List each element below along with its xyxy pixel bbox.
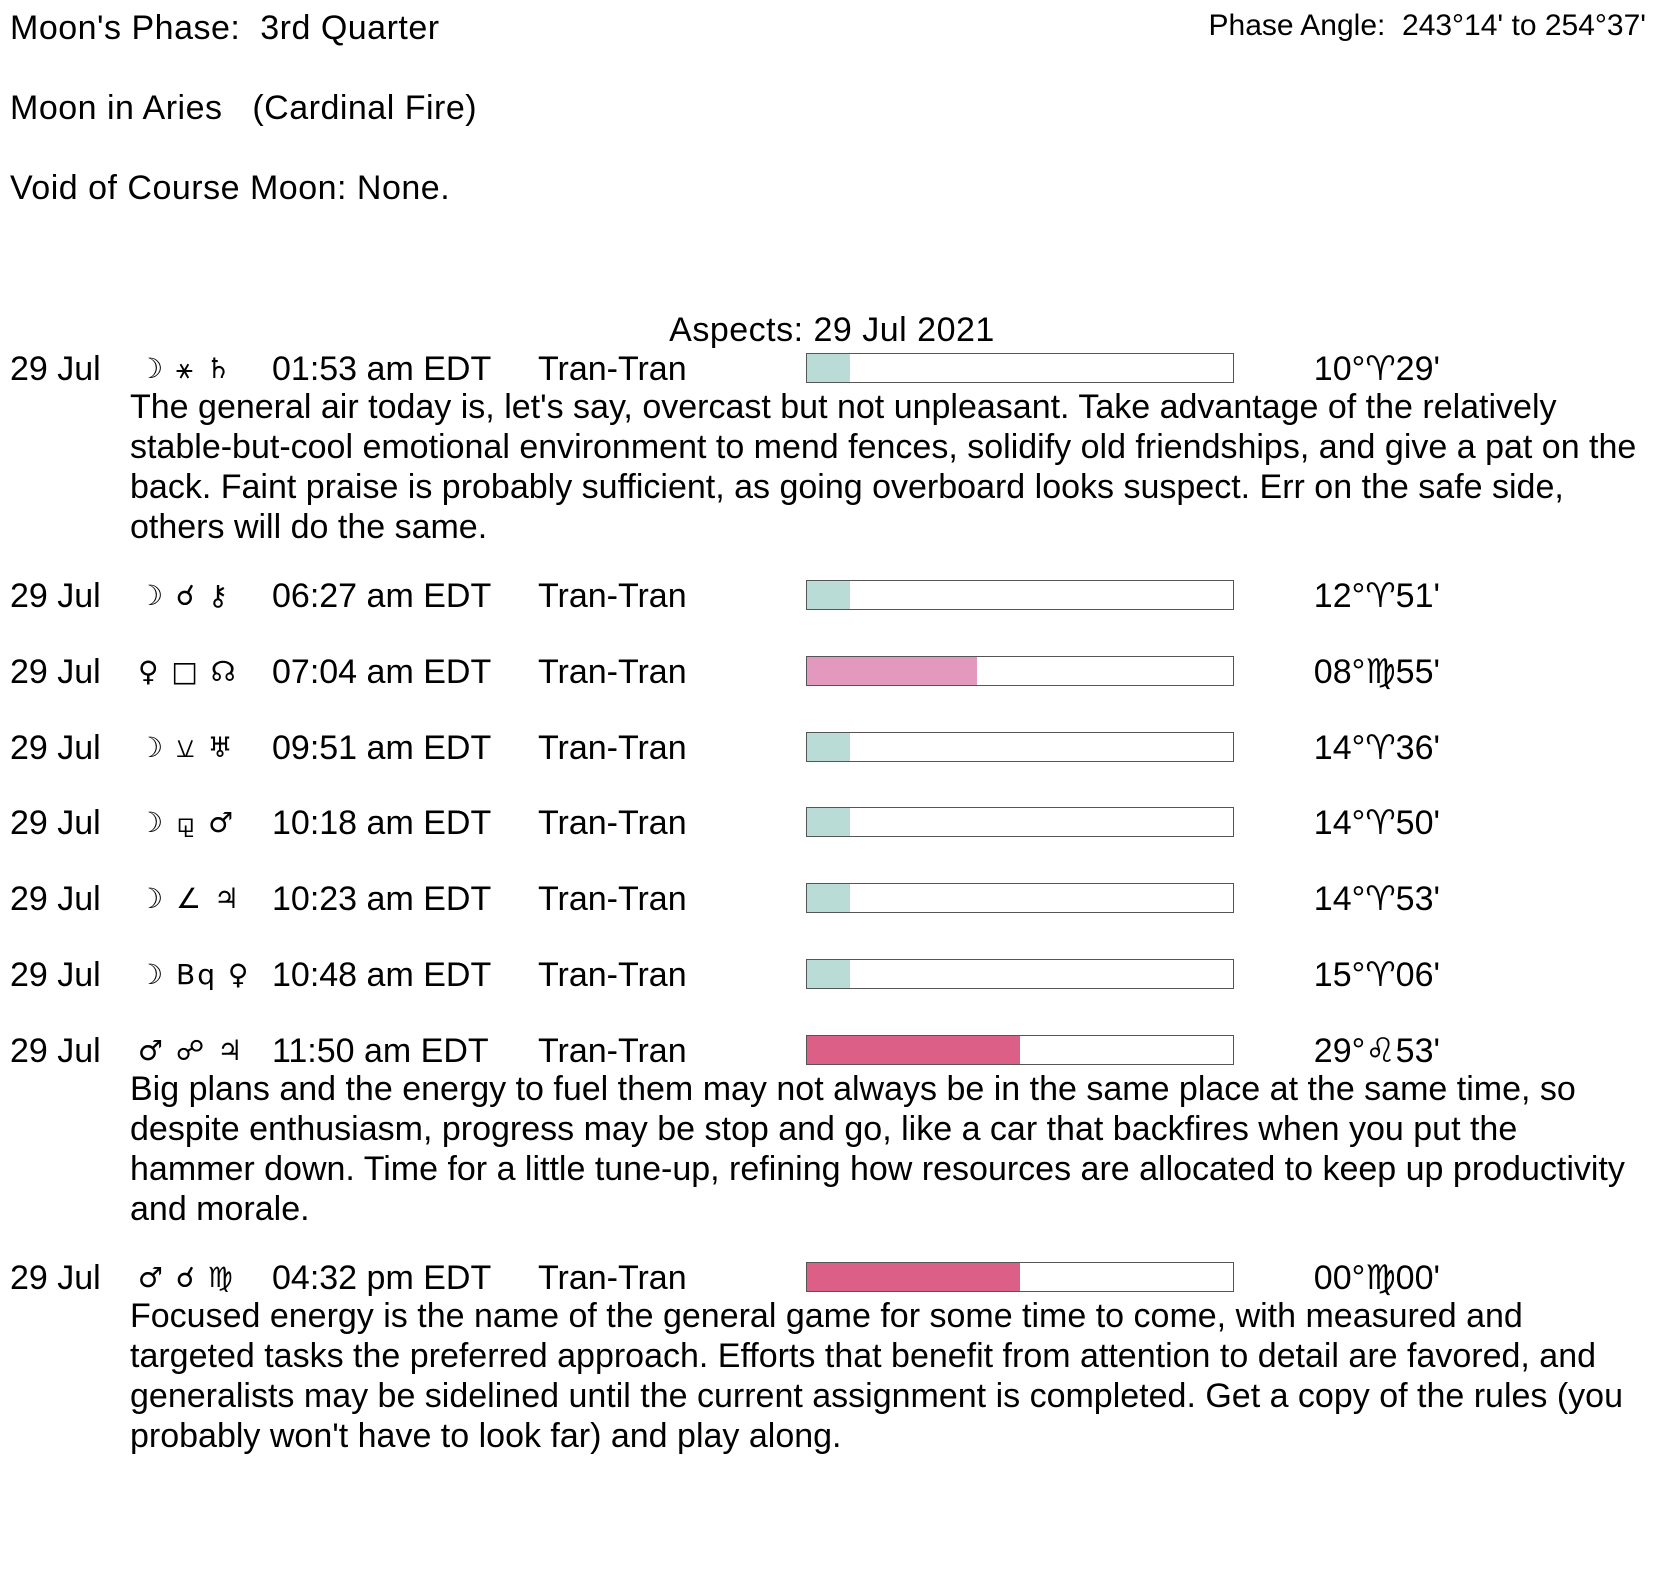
aspect-strength-bar — [806, 959, 1234, 989]
aspect-time: 07:04 am EDT — [272, 653, 492, 691]
aspect-position: 12°♈51' — [1313, 577, 1440, 615]
aspect-date: 29 Jul — [10, 956, 101, 994]
aspect-time: 01:53 am EDT — [272, 350, 492, 388]
aspect-date: 29 Jul — [10, 804, 101, 842]
aspect-row — [0, 1258, 1664, 1298]
aspect-date: 29 Jul — [10, 729, 101, 767]
aspect-description: Big plans and the energy to fuel them may not always be in the same place at the same time, so despite enthusiasm, progress may be stop and go, like a car that backfires when you put the hammer down. Time for a little tune-up, refining how resources are allocated to keep up productivity and morale. — [130, 1070, 1625, 1228]
aspect-position: 29°♌53' — [1313, 1032, 1440, 1070]
aspect-glyphs-icon: ☽ ⚼ ♂ — [138, 806, 236, 839]
aspect-row — [0, 803, 1664, 843]
aspect-position: 14°♈53' — [1313, 880, 1440, 918]
aspect-row — [0, 576, 1664, 616]
aspect-glyphs-icon: ☽ ∠ ♃ — [138, 882, 242, 915]
aspect-strength-bar — [806, 883, 1234, 913]
aspect-kind: Tran-Tran — [538, 653, 687, 691]
aspect-position: 14°♈50' — [1313, 804, 1440, 842]
aspect-kind: Tran-Tran — [538, 1259, 687, 1297]
aspect-time: 06:27 am EDT — [272, 577, 492, 615]
aspect-strength-bar — [806, 1262, 1234, 1292]
aspect-row — [0, 652, 1664, 692]
aspect-position: 14°♈36' — [1313, 729, 1440, 767]
aspect-time: 10:23 am EDT — [272, 880, 492, 918]
aspect-kind: Tran-Tran — [538, 1032, 687, 1070]
aspect-date: 29 Jul — [10, 1032, 101, 1070]
aspect-kind: Tran-Tran — [538, 577, 687, 615]
aspect-kind: Tran-Tran — [538, 956, 687, 994]
aspect-strength-fill — [807, 1036, 1020, 1064]
aspect-strength-fill — [807, 808, 850, 836]
moon-sign-line: Moon in Aries (Cardinal Fire) — [10, 89, 478, 127]
aspect-position: 15°♈06' — [1313, 956, 1440, 994]
aspect-position: 08°♍55' — [1313, 653, 1440, 691]
aspect-glyphs-icon: ☽ ⚺ ♅ — [138, 731, 235, 764]
aspect-row — [0, 728, 1664, 768]
aspect-strength-fill — [807, 1263, 1020, 1291]
aspect-glyphs-icon: ☽ ☌ ⚷ — [138, 579, 231, 612]
aspect-date: 29 Jul — [10, 653, 101, 691]
moon-phase-line: Moon's Phase: 3rd Quarter — [10, 9, 440, 47]
aspect-strength-fill — [807, 657, 977, 685]
aspect-strength-bar — [806, 1035, 1234, 1065]
aspect-date: 29 Jul — [10, 350, 101, 388]
aspect-strength-bar — [806, 353, 1234, 383]
aspect-strength-bar — [806, 807, 1234, 837]
aspect-strength-fill — [807, 354, 850, 382]
aspect-date: 29 Jul — [10, 880, 101, 918]
aspect-kind: Tran-Tran — [538, 729, 687, 767]
phase-angle: Phase Angle: 243°14' to 254°37' — [1208, 9, 1646, 42]
aspects-title: Aspects: 29 Jul 2021 — [669, 311, 995, 349]
aspect-date: 29 Jul — [10, 1259, 101, 1297]
aspect-strength-fill — [807, 581, 850, 609]
aspect-time: 10:18 am EDT — [272, 804, 492, 842]
aspect-row — [0, 1031, 1664, 1071]
void-of-course-line: Void of Course Moon: None. — [10, 169, 451, 207]
aspect-kind: Tran-Tran — [538, 804, 687, 842]
aspect-description: The general air today is, let's say, overcast but not unpleasant. Take advantage of the relatively stable-but-cool emotional environment to mend fences, solidify old friendships, and give a pat on the back. Faint praise is probably sufficient, as going overboard looks suspect. Err on the safe side, others will do the same. — [130, 388, 1637, 546]
aspect-position: 00°♍00' — [1313, 1259, 1440, 1297]
aspect-strength-fill — [807, 733, 850, 761]
aspect-date: 29 Jul — [10, 577, 101, 615]
aspect-time: 11:50 am EDT — [272, 1032, 489, 1070]
aspect-description: Focused energy is the name of the general game for some time to come, with measured and targeted tasks the preferred approach. Efforts that benefit from attention to detail are favored, and generalists may be sidelined until the current assignment is completed. Get a copy of the rules (you probably won't have to look far) and play along. — [130, 1297, 1623, 1455]
aspect-position: 10°♈29' — [1313, 350, 1440, 388]
aspect-glyphs-icon: ♂ ☌ ♍ — [138, 1261, 235, 1294]
aspect-glyphs-icon: ☽ Bq ♀ — [138, 958, 251, 991]
aspect-glyphs-icon: ☽ ⚹ ♄ — [138, 352, 233, 385]
aspect-time: 09:51 am EDT — [272, 729, 492, 767]
aspect-time: 04:32 pm EDT — [272, 1259, 492, 1297]
aspect-kind: Tran-Tran — [538, 350, 687, 388]
aspect-strength-bar — [806, 656, 1234, 686]
aspect-strength-bar — [806, 732, 1234, 762]
aspect-row — [0, 349, 1664, 389]
aspect-row — [0, 879, 1664, 919]
aspect-row — [0, 955, 1664, 995]
aspect-strength-fill — [807, 960, 850, 988]
aspect-strength-fill — [807, 884, 850, 912]
aspect-time: 10:48 am EDT — [272, 956, 492, 994]
aspect-strength-bar — [806, 580, 1234, 610]
aspect-kind: Tran-Tran — [538, 880, 687, 918]
aspect-glyphs-icon: ♀ □ ☊ — [138, 655, 238, 688]
aspect-glyphs-icon: ♂ ☍ ♃ — [138, 1034, 245, 1067]
